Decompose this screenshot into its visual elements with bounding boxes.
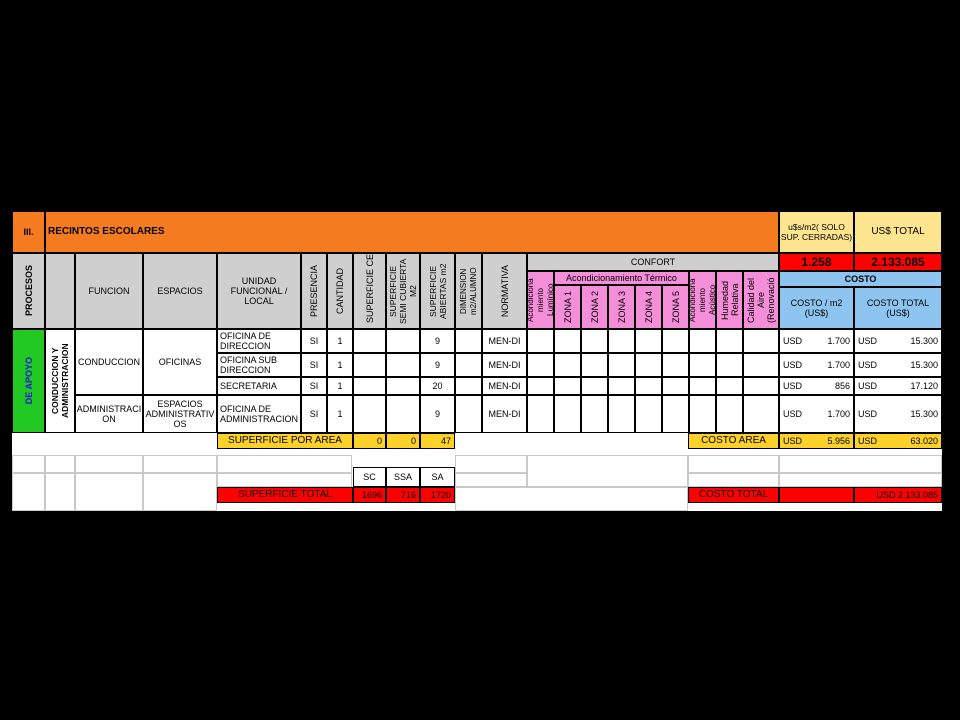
confort-cell — [716, 329, 743, 353]
row-costo-m2: USD 1.700 — [779, 329, 854, 353]
confort-cell — [689, 395, 716, 433]
total-sa: 1720 — [420, 487, 455, 503]
header-acond-luminico: Acondiciona miento Lumínico — [527, 271, 554, 329]
totals-header-ssa: SSA — [386, 467, 420, 487]
grid-cell — [45, 473, 75, 511]
confort-cell — [527, 377, 554, 395]
row-dimension — [455, 377, 482, 395]
row-costo-total: USD 15.300 — [854, 329, 942, 353]
funcion-administracion: ADMINISTRACI ON — [75, 395, 143, 433]
grid-cell — [12, 455, 45, 473]
confort-cell — [527, 353, 554, 377]
header-zona-1: ZONA 1 — [554, 285, 581, 329]
row-presencia: SI — [301, 377, 327, 395]
confort-cell — [743, 329, 779, 353]
subtotal-label: SUPERFICIE POR AREA — [217, 433, 353, 449]
confort-cell — [635, 329, 662, 353]
total-costo-label: COSTO TOTAL — [688, 487, 779, 503]
totals-header-sa: SA — [420, 467, 455, 487]
row-unidad: SECRETARIA — [217, 377, 301, 395]
confort-cell — [608, 353, 635, 377]
confort-cell — [743, 377, 779, 395]
row-cantidad: 1 — [327, 377, 353, 395]
header-espacios: ESPACIOS — [143, 253, 217, 329]
header-acond-acustico: Acondiciona miento Acústico — [689, 271, 716, 329]
espacio-administrativos: ESPACIOS ADMINISTRATIV OS — [143, 395, 217, 433]
usd-per-m2-label: u$s/m2( SOLO SUP. CERRADAS) — [779, 211, 854, 253]
header-zona-5: ZONA 5 — [662, 285, 689, 329]
grid-cell — [779, 455, 942, 473]
row-costo-total: USD 15.300 — [854, 395, 942, 433]
row-sup-semi — [386, 377, 420, 395]
confort-cell — [662, 353, 689, 377]
section-title: RECINTOS ESCOLARES — [45, 211, 779, 253]
grid-cell — [143, 455, 217, 473]
row-unidad: OFICINA DE DIRECCION — [217, 329, 301, 353]
row-sup-abierta: 9 — [420, 329, 455, 353]
subtotal-costo-m2: USD 5.956 — [779, 433, 854, 449]
confort-cell — [554, 329, 581, 353]
row-sup-cerrada — [353, 395, 386, 433]
confort-cell — [716, 353, 743, 377]
row-sup-semi — [386, 395, 420, 433]
costo-m2-label: COSTO / m2 (US$) — [779, 287, 854, 329]
subtotal-ssa: 0 — [386, 433, 420, 449]
header-zona-4: ZONA 4 — [635, 285, 662, 329]
subtotal-costo-label: COSTO AREA — [688, 433, 779, 449]
grid-cell — [12, 473, 45, 511]
grid-cell — [45, 455, 75, 473]
spreadsheet — [12, 211, 942, 511]
confort-cell — [581, 353, 608, 377]
confort-cell — [635, 395, 662, 433]
row-costo-total: USD 17.120 — [854, 377, 942, 395]
header-zona-3: ZONA 3 — [608, 285, 635, 329]
espacio-oficinas: OFICINAS — [143, 329, 217, 395]
row-sup-cerrada — [353, 353, 386, 377]
row-presencia: SI — [301, 395, 327, 433]
row-normativa: MEN-DI — [482, 377, 527, 395]
confort-cell — [662, 395, 689, 433]
grid-cell — [455, 473, 527, 487]
confort-cell — [635, 353, 662, 377]
header-normativa: NORMATIVA — [482, 253, 527, 329]
grid-cell — [217, 455, 352, 473]
row-sup-cerrada — [353, 377, 386, 395]
totals-header-sc: SC — [353, 467, 386, 487]
row-sup-abierta: 20 — [420, 377, 455, 395]
total-label: SUPERFICIE TOTAL — [217, 487, 353, 503]
row-presencia: SI — [301, 353, 327, 377]
grid-cell — [688, 455, 779, 473]
confort-cell — [662, 377, 689, 395]
section-number: III. — [12, 211, 45, 253]
total-ssa: 716 — [386, 487, 420, 503]
row-cantidad: 1 — [327, 329, 353, 353]
row-dimension — [455, 329, 482, 353]
row-dimension — [455, 395, 482, 433]
confort-cell — [608, 329, 635, 353]
confort-cell — [716, 377, 743, 395]
row-normativa: MEN-DI — [482, 395, 527, 433]
confort-cell — [689, 329, 716, 353]
header-funcion: FUNCION — [75, 253, 143, 329]
subtotal-sc: 0 — [353, 433, 386, 449]
row-sup-abierta: 9 — [420, 395, 455, 433]
row-costo-m2: USD 1.700 — [779, 353, 854, 377]
header-calidad-aire: Calidad del Aire (Renovació — [743, 271, 779, 329]
grid-cell — [455, 487, 688, 511]
row-cantidad: 1 — [327, 395, 353, 433]
row-sup-abierta: 9 — [420, 353, 455, 377]
row-cantidad: 1 — [327, 353, 353, 377]
grid-cell — [455, 455, 527, 473]
proceso-de-apoyo: DE APOYO — [12, 329, 45, 433]
row-dimension — [455, 353, 482, 377]
confort-cell — [527, 329, 554, 353]
grid-cell — [527, 455, 688, 487]
header-humedad: Humedad Relativa — [716, 271, 743, 329]
header-subproceso — [45, 253, 75, 329]
row-costo-m2: USD 856 — [779, 377, 854, 395]
header-acond-termico: Acondicionamiento Térmico — [554, 271, 689, 285]
usd-total-value: 2.133.085 — [854, 253, 942, 271]
row-sup-cerrada — [353, 329, 386, 353]
grid-cell — [217, 473, 352, 487]
grid-cell — [143, 473, 217, 511]
row-sup-semi — [386, 353, 420, 377]
row-normativa: MEN-DI — [482, 329, 527, 353]
confort-cell — [743, 395, 779, 433]
header-dimension: DIMENSION m2/ALUMNO — [455, 253, 482, 329]
costo-label: COSTO — [779, 271, 942, 287]
confort-cell — [635, 377, 662, 395]
row-unidad: OFICINA SUB DIRECCION — [217, 353, 301, 377]
costo-total-label: COSTO TOTAL (US$) — [854, 287, 942, 329]
confort-cell — [554, 377, 581, 395]
header-procesos: PROCESOS — [12, 253, 45, 329]
row-presencia: SI — [301, 329, 327, 353]
funcion-conduccion: CONDUCCION — [75, 329, 143, 395]
confort-cell — [554, 353, 581, 377]
header-sup-abierta: SUPERFICIE ABIERTAS m2 — [420, 253, 455, 329]
confort-cell — [581, 377, 608, 395]
header-zona-2: ZONA 2 — [581, 285, 608, 329]
header-sup-semi: SUPERFICIE SEMI CUBIERTA M2 — [386, 253, 420, 329]
subproceso: CONDUCCION Y ADMINISTRACION — [45, 329, 75, 433]
confort-cell — [689, 377, 716, 395]
total-costo-total: USD 2.133.085 — [854, 487, 942, 503]
confort-cell — [743, 353, 779, 377]
confort-cell — [581, 329, 608, 353]
confort-cell — [608, 377, 635, 395]
row-costo-total: USD 15.300 — [854, 353, 942, 377]
usd-total-label: US$ TOTAL — [854, 211, 942, 253]
subtotal-sa: 47 — [420, 433, 455, 449]
header-cantidad: CANTIDAD — [327, 253, 353, 329]
confort-cell — [689, 353, 716, 377]
grid-cell — [688, 473, 779, 487]
total-sc: 1696 — [353, 487, 386, 503]
row-unidad: OFICINA DE ADMINISTRACION — [217, 395, 301, 433]
header-confort: CONFORT — [527, 253, 779, 271]
row-normativa: MEN-DI — [482, 353, 527, 377]
subtotal-costo-total: USD 63.020 — [854, 433, 942, 449]
row-sup-semi — [386, 329, 420, 353]
confort-cell — [662, 329, 689, 353]
grid-cell — [75, 473, 143, 511]
grid-cell — [75, 455, 143, 473]
confort-cell — [581, 395, 608, 433]
total-costo-m2 — [779, 487, 854, 503]
grid-cell — [779, 473, 942, 487]
confort-cell — [527, 395, 554, 433]
confort-cell — [716, 395, 743, 433]
header-unidad: UNIDAD FUNCIONAL / LOCAL — [217, 253, 301, 329]
confort-cell — [608, 395, 635, 433]
usd-per-m2-value: 1.258 — [779, 253, 854, 271]
confort-cell — [554, 395, 581, 433]
row-costo-m2: USD 1.700 — [779, 395, 854, 433]
header-presencia: PRESENCIA — [301, 253, 327, 329]
header-sup-cerrada: SUPERFICIE CE — [353, 253, 386, 329]
